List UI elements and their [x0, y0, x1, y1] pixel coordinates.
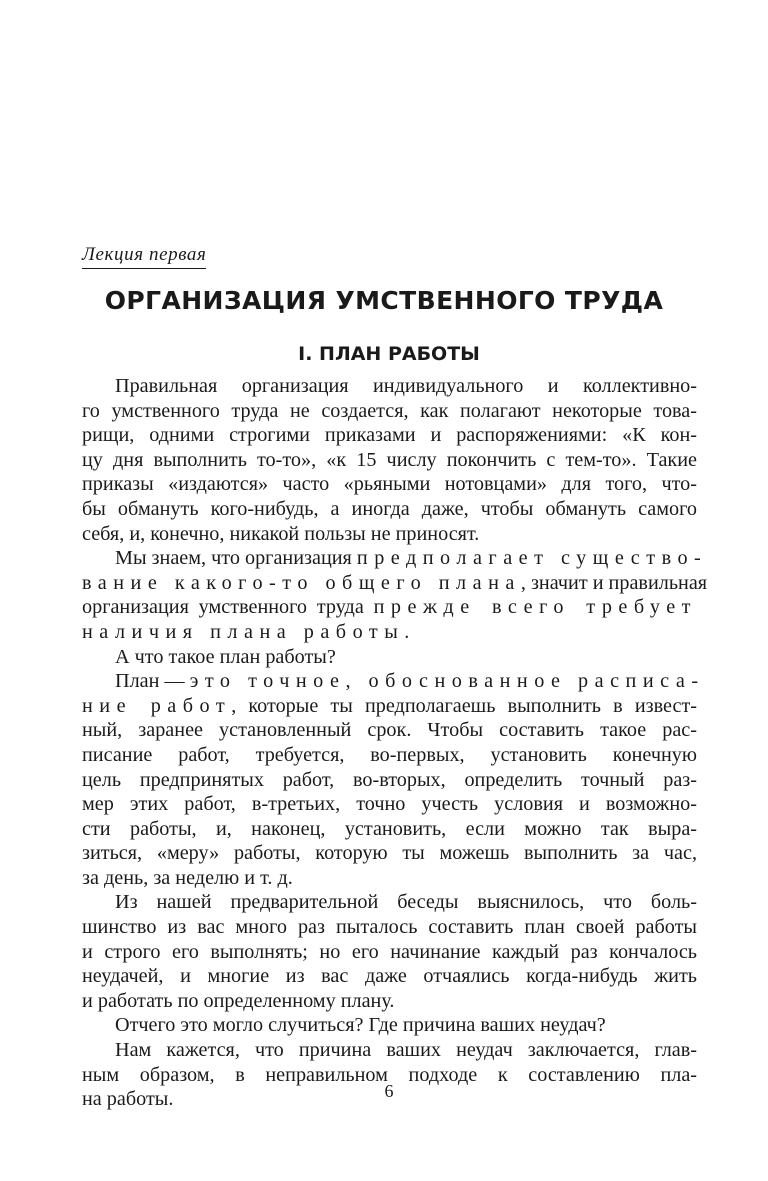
text-line: цу дня выполнить то-то», «к 15 числу покончить с тем-то». Такие [82, 448, 697, 471]
text-line: Нам кажется, что причина ваших неудач заключается, глав- [115, 1039, 697, 1062]
spaced-emphasis: наличия плана работы [82, 620, 405, 643]
text-line [82, 546, 708, 571]
text-line [82, 694, 697, 719]
text-line: сти работы, и, наконец, установить, если можно так выра- [82, 817, 697, 840]
text-line: бы обмануть кого-нибудь, а иногда даже, чтобы обмануть самого [82, 497, 697, 520]
text-segment: План — [115, 670, 190, 693]
text-line: Отчего это могло случиться? Где причина ваших неудач? [115, 1014, 606, 1037]
lecture-label: Лекция первая [82, 244, 206, 269]
page-number: 6 [384, 1081, 394, 1101]
text-line: А что такое план работы? [115, 645, 336, 668]
text-line: на работы. [82, 1088, 174, 1111]
text-line [82, 595, 697, 620]
spaced-emphasis: это точное, обоснованное расписа- [189, 670, 705, 693]
text-line: рищи, одними строгими приказами и распоряжениями: «К кон- [82, 424, 697, 447]
text-segment: организация умственного труда [82, 596, 374, 619]
section-title: I. ПЛАН РАБОТЫ [298, 343, 480, 365]
text-line: го умственного труда не создается, как полагают некоторые това- [82, 399, 697, 422]
text-line: шинство из вас много раз пыталось составить план своей работы [82, 916, 697, 939]
chapter-title: ОРГАНИЗАЦИЯ УМСТВЕННОГО ТРУДА [104, 286, 664, 315]
text-segment: Мы знаем, что организация [115, 547, 357, 570]
text-line: мер этих работ, в-третьих, точно учесть условия и возможно- [82, 793, 697, 816]
spaced-emphasis: предполагает существо- [356, 547, 708, 570]
text-line: и строго его выполнять; но его начинание каждый раз кончалось [82, 940, 697, 963]
text-line: неудачей, и многие из вас даже отчаялись когда-нибудь жить [82, 965, 697, 988]
text-line: ным образом, в неправильном подходе к составлению пла- [82, 1063, 697, 1086]
text-segment: . [404, 620, 410, 643]
text-line: Из нашей предварительной беседы выяснилось, что боль- [115, 891, 697, 914]
text-line: цель предпринятых работ, во-вторых, определить точный раз- [82, 768, 697, 791]
text-line [82, 620, 697, 645]
text-line: за день, за неделю и т. д. [82, 866, 293, 889]
text-segment: , значит и правильная [520, 571, 708, 594]
body-text [82, 374, 708, 1112]
spaced-emphasis: прежде всего требует [373, 596, 697, 619]
text-line: писание работ, требуется, во-первых, установить конечную [82, 743, 697, 766]
text-line: и работать по определенному плану. [82, 989, 395, 1012]
text-line: себя, и, конечно, никакой пользы не приносят. [82, 522, 480, 545]
text-line: зиться, «меру» работы, которую ты можешь выполнить за час, [82, 842, 697, 865]
spaced-emphasis: вание какого-то общего плана [82, 571, 521, 594]
text-line: приказы «издаются» часто «рьяными нотовцами» для того, что- [82, 473, 697, 496]
text-line [82, 669, 705, 694]
text-line [82, 571, 708, 596]
text-line: ный, заранее установленный срок. Чтобы составить такое рас- [82, 719, 697, 742]
spaced-emphasis: ние работ [82, 694, 232, 717]
text-segment: , которые ты предполагаешь выполнить в извест- [231, 694, 698, 717]
text-line: Правильная организация индивидуального и коллективно- [115, 375, 697, 397]
